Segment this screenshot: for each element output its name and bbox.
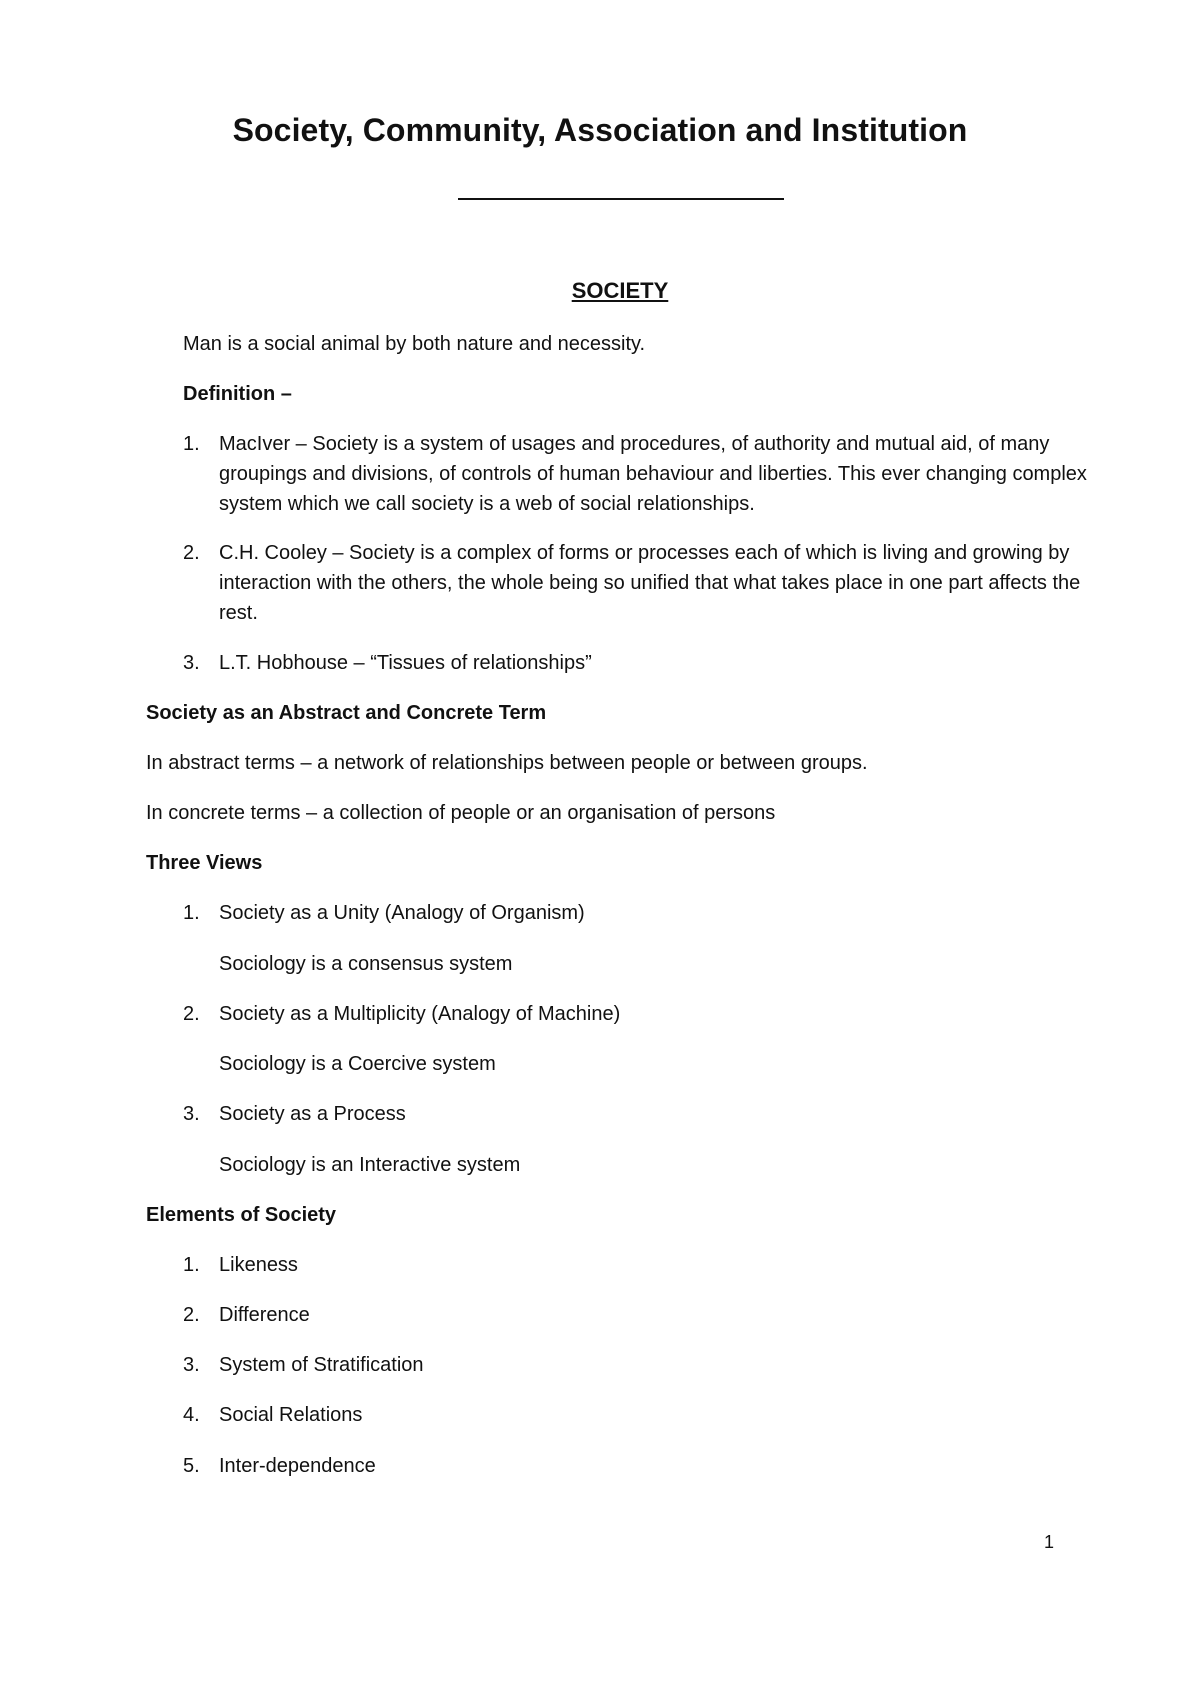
- definition-item-cooley: C.H. Cooley – Society is a complex of forms or processes each of which is living and growing by interaction with the others, the whole being so unified that what takes place in one part affects the rest.: [219, 542, 1081, 624]
- view-item-unity: Society as a Unity (Analogy of Organism): [219, 902, 585, 924]
- element-item: Social Relations: [219, 1404, 363, 1426]
- element-item: System of Stratification: [219, 1354, 424, 1376]
- view-item-multiplicity: Society as a Multiplicity (Analogy of Machine): [219, 1003, 621, 1025]
- intro-text: Man is a social animal by both nature and necessity.: [183, 333, 646, 355]
- view-note-interactive: Sociology is an Interactive system: [219, 1154, 521, 1176]
- view-note-coercive: Sociology is a Coercive system: [219, 1053, 496, 1075]
- section-heading-society: SOCIETY: [571, 278, 669, 303]
- element-item: Inter-dependence: [219, 1455, 376, 1477]
- list-number: 2.: [183, 542, 200, 564]
- elements-heading: Elements of Society: [146, 1204, 337, 1226]
- list-number: 3.: [183, 1103, 200, 1125]
- list-number: 3.: [183, 1354, 200, 1376]
- list-number: 3.: [183, 652, 200, 674]
- title-underline-rule: [458, 198, 784, 200]
- view-note-consensus: Sociology is a consensus system: [219, 953, 513, 975]
- element-item: Likeness: [219, 1254, 298, 1276]
- definition-item-hobhouse: L.T. Hobhouse – “Tissues of relationships”: [219, 652, 592, 674]
- three-views-heading: Three Views: [146, 852, 263, 874]
- concrete-terms-text: In concrete terms – a collection of people or an organisation of persons: [146, 802, 776, 824]
- list-number: 1.: [183, 902, 200, 924]
- page-number: 1: [1044, 1532, 1055, 1552]
- list-number: 1.: [183, 1254, 200, 1276]
- definition-label: Definition –: [183, 383, 292, 405]
- abstract-concrete-heading: Society as an Abstract and Concrete Term: [146, 702, 547, 724]
- list-number: 2.: [183, 1304, 200, 1326]
- view-item-process: Society as a Process: [219, 1103, 406, 1125]
- list-number: 4.: [183, 1404, 200, 1426]
- abstract-terms-text: In abstract terms – a network of relationships between people or between groups.: [146, 752, 868, 774]
- list-number: 1.: [183, 433, 200, 455]
- document-title: Society, Community, Association and Institution: [232, 112, 968, 148]
- list-number: 5.: [183, 1455, 200, 1477]
- definition-item-maciver: MacIver – Society is a system of usages and procedures, of authority and mutual aid, of many groupings and divisions, of controls of human behaviour and liberties. This ever changing complex system which we call society is a web of social relationships.: [219, 433, 1087, 515]
- element-item: Difference: [219, 1304, 310, 1326]
- list-number: 2.: [183, 1003, 200, 1025]
